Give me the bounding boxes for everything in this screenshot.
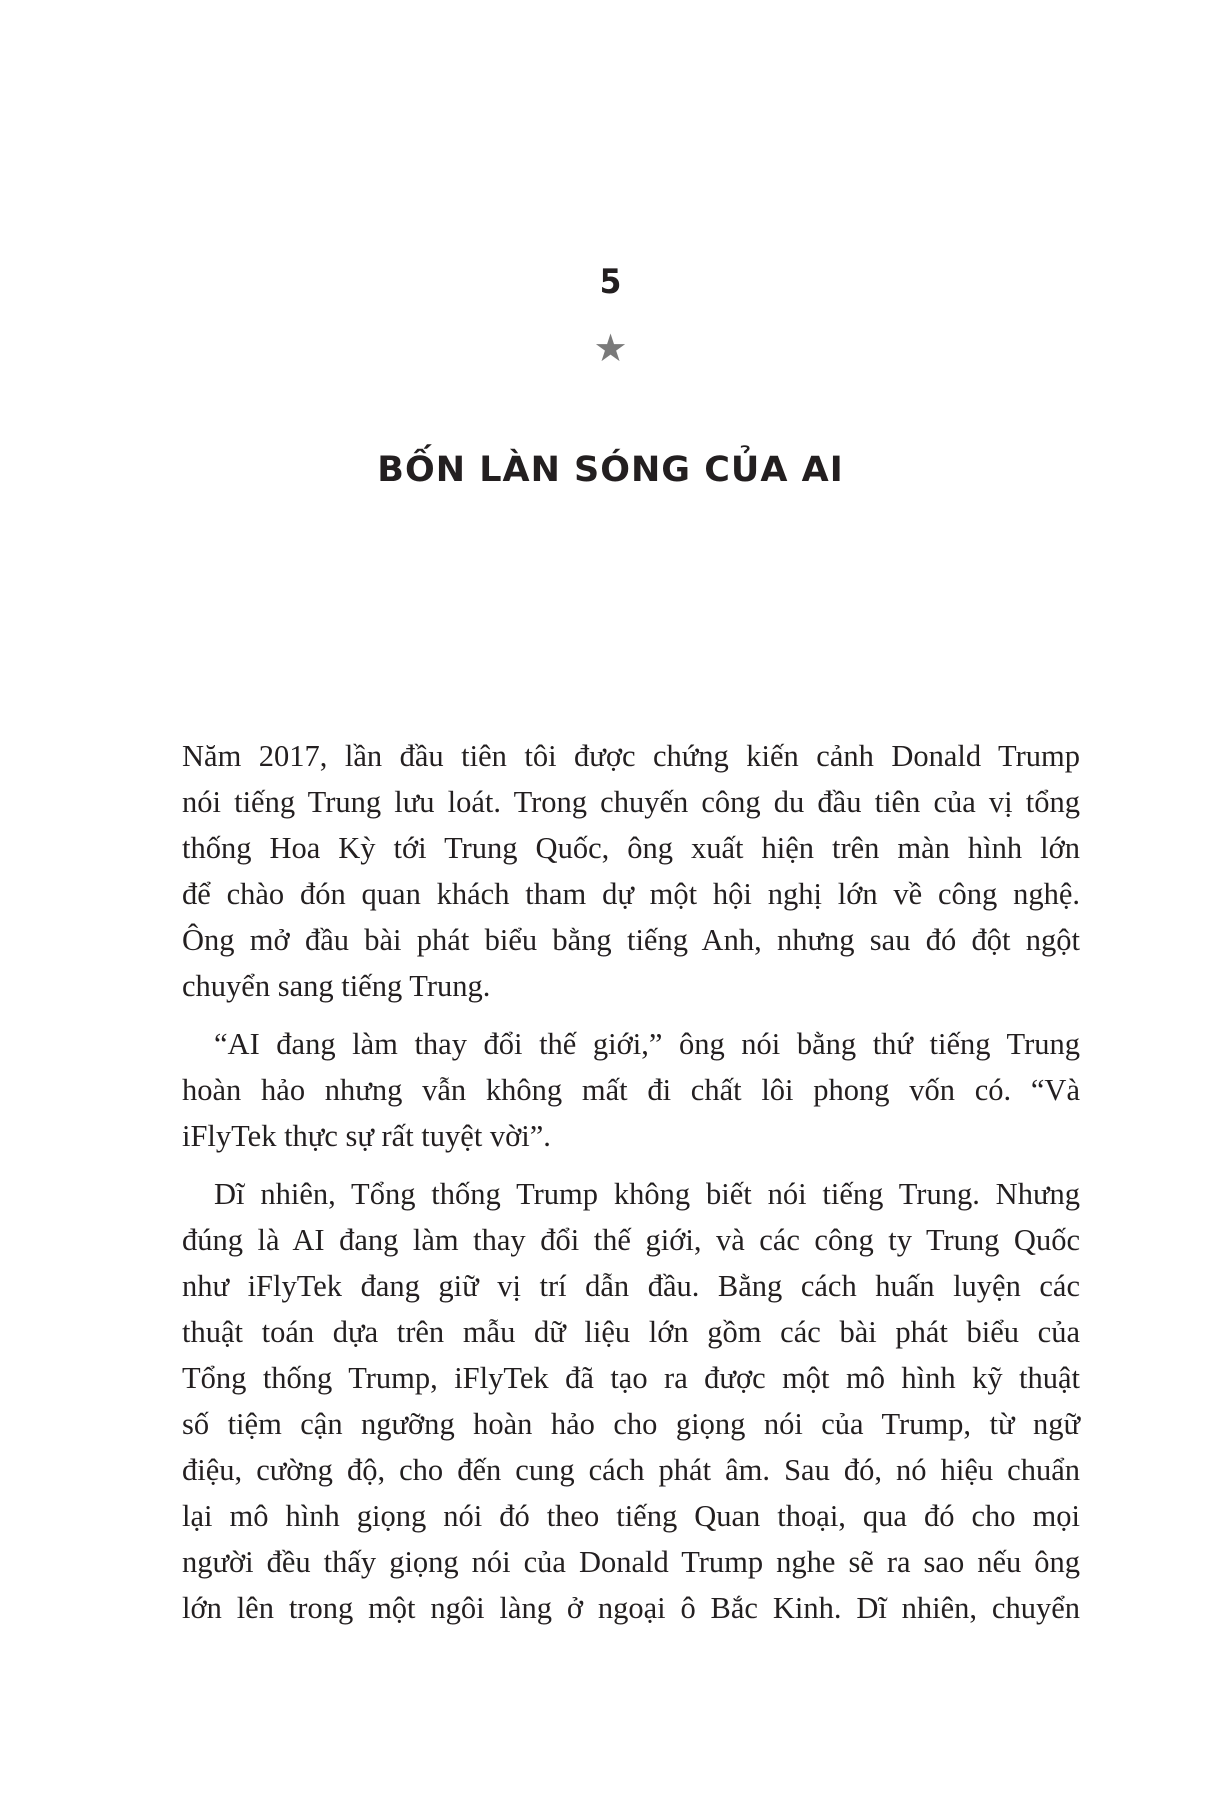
- text-line: nói tiếng Trung lưu loát. Trong chuyến công du đầu tiên của vị tổng: [182, 785, 1080, 819]
- text-line: Dĩ nhiên, Tổng thống Trump không biết nói tiếng Trung. Nhưng: [214, 1177, 1080, 1211]
- text-line: lớn lên trong một ngôi làng ở ngoại ô Bắc Kinh. Dĩ nhiên, chuyển: [182, 1591, 1080, 1625]
- chapter-title: BỐN LÀN SÓNG CỦA AI: [377, 450, 844, 490]
- paragraph-3: [182, 1171, 1080, 1631]
- text-line: số tiệm cận ngưỡng hoàn hảo cho giọng nói của Trump, từ ngữ: [182, 1407, 1080, 1441]
- chapter-number: 5: [599, 262, 622, 302]
- text-line: iFlyTek thực sự rất tuyệt vời”.: [182, 1119, 551, 1153]
- text-line: hoàn hảo nhưng vẫn không mất đi chất lôi phong vốn có. “Và: [182, 1073, 1080, 1107]
- text-line: để chào đón quan khách tham dự một hội nghị lớn về công nghệ.: [182, 877, 1080, 911]
- paragraph-1: [182, 733, 1080, 1009]
- paragraph-gap: [182, 1159, 1080, 1171]
- text-line: đúng là AI đang làm thay đổi thế giới, và các công ty Trung Quốc: [182, 1223, 1080, 1257]
- text-line: Ông mở đầu bài phát biểu bằng tiếng Anh, nhưng sau đó đột ngột: [182, 923, 1080, 957]
- text-line: thuật toán dựa trên mẫu dữ liệu lớn gồm các bài phát biểu của: [182, 1315, 1080, 1349]
- text-line: như iFlyTek đang giữ vị trí dẫn đầu. Bằng cách huấn luyện các: [182, 1269, 1080, 1303]
- star-icon: ★: [593, 326, 628, 370]
- text-line: Năm 2017, lần đầu tiên tôi được chứng kiến cảnh Donald Trump: [182, 739, 1080, 773]
- text-line: lại mô hình giọng nói đó theo tiếng Quan thoại, qua đó cho mọi: [182, 1499, 1080, 1533]
- text-line: chuyển sang tiếng Trung.: [182, 969, 491, 1003]
- paragraph-gap: [182, 1009, 1080, 1021]
- body-text: [182, 733, 1080, 1631]
- paragraph-2: [182, 1021, 1080, 1159]
- text-line: “AI đang làm thay đổi thế giới,” ông nói bằng thứ tiếng Trung: [214, 1027, 1080, 1061]
- text-line: người đều thấy giọng nói của Donald Trump nghe sẽ ra sao nếu ông: [182, 1545, 1080, 1579]
- text-line: điệu, cường độ, cho đến cung cách phát âm. Sau đó, nó hiệu chuẩn: [182, 1453, 1080, 1487]
- text-line: thống Hoa Kỳ tới Trung Quốc, ông xuất hiện trên màn hình lớn: [182, 831, 1080, 865]
- text-line: Tổng thống Trump, iFlyTek đã tạo ra được một mô hình kỹ thuật: [182, 1361, 1080, 1395]
